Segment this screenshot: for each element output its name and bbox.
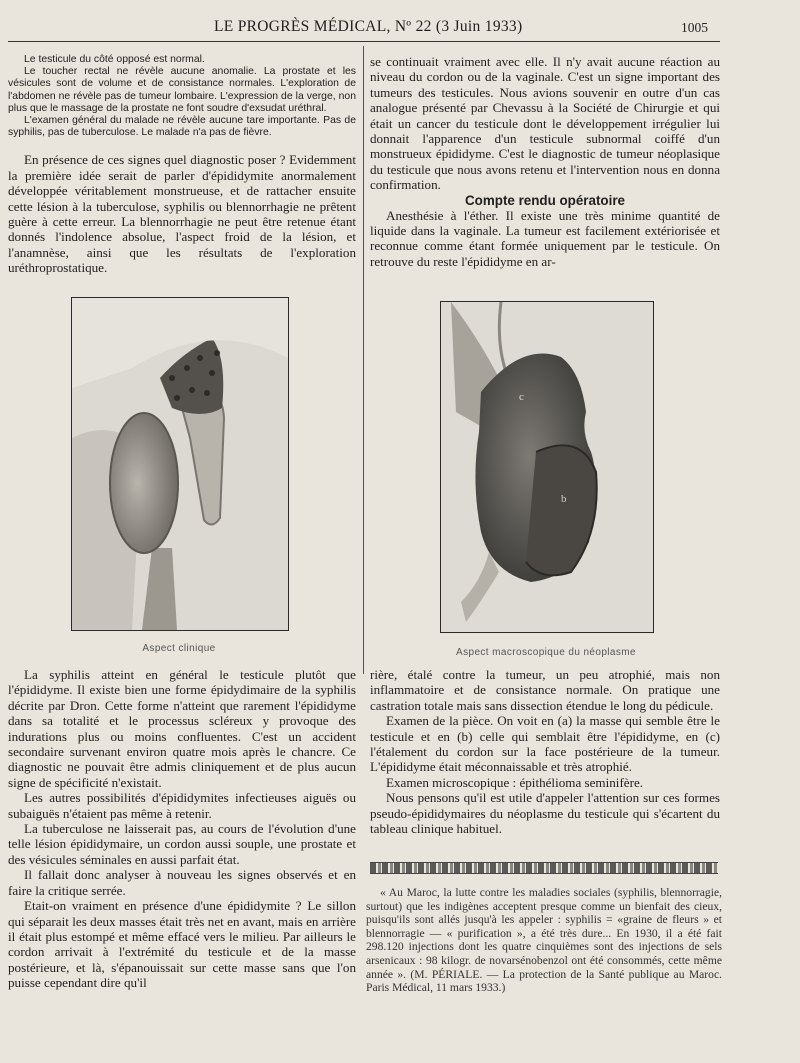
figure-clinical-photo	[71, 297, 289, 631]
body-paragraph: rière, étalé contre la tumeur, un peu atrophié, mais non inflammatoire et de consistance normale. On pratique une castration totale mais sans dissection étendue le long du pédicule.	[370, 667, 720, 713]
body-paragraph: Etait-on vraiment en présence d'une épididymite ? Le sillon qui séparait les deux masses était très net en avant, mais en arrière il était plus estompé et même effacé vers le milieu. Par ailleurs le cordon arrivait à l'extrémité du testicule et de la masse postérieure, et là, s'épanouissait sur cette masse sans que l'on puisse cependant dire qu'il	[8, 898, 356, 991]
left-column-bottom	[8, 667, 356, 991]
body-paragraph: Il fallait donc analyser à nouveau les signes observés et en faire la critique serrée.	[8, 867, 356, 898]
macroscopic-photo-image	[441, 302, 653, 632]
clinical-photo-image	[72, 298, 288, 630]
footnote-box	[366, 886, 722, 995]
figure-label-c: c	[519, 391, 524, 403]
right-column-bottom	[370, 667, 720, 836]
left-column-top	[8, 54, 356, 276]
figure-macroscopic-photo	[440, 301, 654, 633]
page-number: 1005	[681, 20, 708, 35]
small-paragraph: Le toucher rectal ne révèle aucune anomalie. La prostate et les vésicules sont de volume et de consistance normales. L'exploration de l'abdomen ne révèle pas de tumeur lombaire. L'expression de la verge, non plus que le massage de la prostate ne font soudre d'exsudat uréthral.	[8, 66, 356, 114]
body-paragraph: La tuberculose ne laisserait pas, au cours de l'évolution d'une telle lésion épididymaire, un cordon aussi souple, une prostate et des vésicules séminales en aussi parfait état.	[8, 821, 356, 867]
running-header	[0, 14, 800, 40]
running-title: LE PROGRÈS MÉDICAL, Nº 22 (3 Juin 1933)	[214, 18, 523, 35]
small-paragraph: Le testicule du côté opposé est normal.	[24, 54, 205, 65]
small-paragraph: L'examen général du malade ne révèle aucune tare importante. Pas de syphilis, pas de tuberculose. Le malade n'a pas de fièvre.	[8, 115, 356, 139]
body-paragraph: Anesthésie à l'éther. Il existe une très minime quantité de liquide dans la vaginale. La tumeur est facilement extériorisée et reconnue comme étant formée uniquement par le testicule. On retrouve du reste l'épididyme en ar-	[370, 207, 720, 269]
footnote-text: « Au Maroc, la lutte contre les maladies sociales (syphilis, blennorragie, surtout) que les indigènes acceptent presque comme un bienfait des cieux, puisqu'ils sont allés jusqu'à les appeler : syphilis = «graine de fleurs » et blennorragie — « purification », a été très dure... En 1930, il a été fait 298.120 injections dont les quatre cinquièmes sont des injections de sels arsenicaux : 98 kilogr. de novarsénobenzol ont été consommés, cette même année ». (M. PÉRIALE. — La protection de la Santé publique au Maroc. Paris Médical, 11 mars 1933.)	[366, 886, 722, 995]
body-paragraph: Les autres possibilités d'épididymites infectieuses aiguës ou subaiguës n'étaient pas même à retenir.	[8, 790, 356, 821]
figure-caption: Aspect macroscopique du néoplasme	[456, 647, 636, 658]
figure-caption: Aspect clinique	[142, 643, 216, 654]
body-paragraph: se continuait vraiment avec elle. Il n'y avait aucune réaction au niveau du cordon ou de la vaginale. C'est un signe important des tumeurs des testicules. Nous avions souvenir en outre d'un cas analogue présenté par Chevassu à la Société de Chirurgie et qui était un cancer du testicule dont le développement irrégulier lui donnait l'apparence d'un testicule subnormal coiffé d'un monstrueux épididyme. C'est le diagnostic de tumeur néoplasique du testicule que nous avons retenu et l'intervention nous en donna confirmation.	[370, 54, 720, 193]
body-paragraph: En présence de ces signes quel diagnostic poser ? Evidemment la première idée serait de parler d'épididymite anormalement développée véritablement monstrueuse, et de rattacher ensuite cette lésion à la tuberculose, syphilis ou blennorrhagie ne prêtent guère à cette erreur. La blennorrhagie ne peut être retenue étant donnés l'indolence absolue, l'aspect froid de la lésion, et l'anamnèse, ainsi que les résultats de l'exploration uréthroprostatique.	[8, 152, 356, 276]
ornamental-rule	[370, 862, 718, 874]
body-paragraph: Examen de la pièce. On voit en (a) la masse qui semble être le testicule et en (b) celle qui semblait être l'épididyme, en (c) l'étalement du cordon sur la face postérieure de la tumeur. L'épididyme était méconnaissable et très atrophié.	[370, 713, 720, 775]
section-heading: Compte rendu opératoire	[465, 192, 625, 208]
column-divider	[363, 46, 364, 674]
figure-label-b: b	[561, 493, 567, 505]
body-paragraph: Nous pensons qu'il est utile d'appeler l'attention sur ces formes pseudo-épididymaires du néoplasme du testicule qui s'écartent du tableau clinique habituel.	[370, 790, 720, 837]
header-rule	[8, 41, 720, 42]
body-paragraph: La syphilis atteint en général le testicule plutôt que l'épididyme. Il existe bien une forme épidydimaire de la syphilis décrite par Dron. Cette forme n'atteint que rarement l'épididyme dans sa totalité et le processus scléreux y provoque des indurations plus ou moins confluentes. C'est un accident secondaire survenant environ quatre mois après le chancre. Ce diagnostic ne pouvait être admis cliniquement et de plus aucun signe de spécificité n'existait.	[8, 667, 356, 790]
right-column-top	[370, 54, 720, 269]
body-paragraph: Examen microscopique : épithélioma seminifère.	[386, 774, 644, 790]
